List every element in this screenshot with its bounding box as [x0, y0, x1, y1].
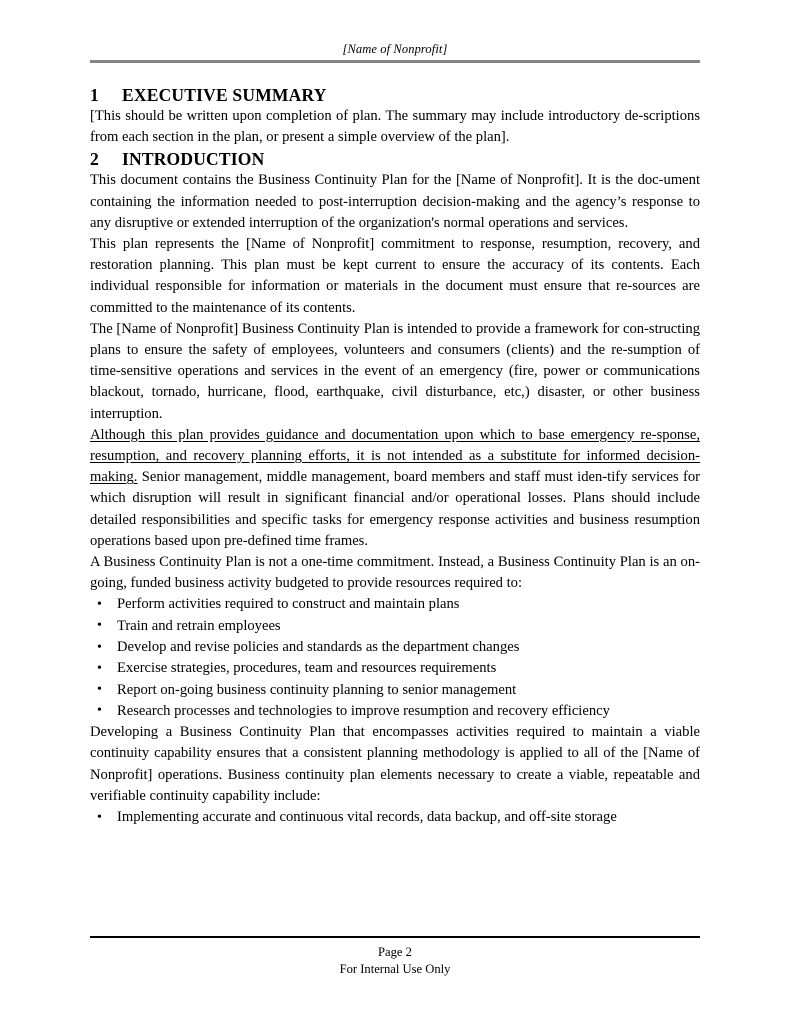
intro-paragraph-4-remainder: Senior management, middle management, board members and staff must iden-tify services for which disruption will result in significant financial and/or operational losses. Plans should include detailed responsibilities and specific tasks for emergency response activities and business resumption operations based upon pre-defined time frames.: [90, 469, 700, 549]
section-number-2: 2: [90, 149, 99, 170]
list-item: • Train and retrain employees: [90, 616, 700, 637]
intro-paragraph-1: This document contains the Business Continuity Plan for the [Name of Nonprofit]. It is the doc-ument containing the information needed to post-interruption decision-making and the agency’s response to any disruptive or extended interruption of the organization's normal operations and services.: [90, 172, 700, 231]
page-header: [90, 42, 700, 63]
intro-paragraph-5: A Business Continuity Plan is not a one-time commitment. Instead, a Business Continuity Plan is an on-going, funded business activity budgeted to provide resources required to:: [90, 554, 700, 592]
section-title-2: INTRODUCTION: [122, 149, 265, 170]
intro-paragraph-3: The [Name of Nonprofit] Business Continuity Plan is intended to provide a framework for con-structing plans to ensure the safety of employees, volunteers and consumers (clients) and the re-sumption of time-sensitive operations and services in the event of an emergency (fire, power or communications blackout, tornado, hurricane, flood, earthquake, civil disturbance, etc,) disaster, or other business interruption.: [90, 320, 700, 422]
confidentiality-notice: For Internal Use Only: [339, 961, 451, 976]
list-item: • Implementing accurate and continuous vital records, data backup, and off-site storage: [90, 807, 700, 828]
section-title-1: EXECUTIVE SUMMARY: [122, 85, 327, 105]
page-footer: [90, 936, 700, 977]
section-heading-2: [90, 148, 700, 170]
header-title: [Name of Nonprofit]: [342, 42, 448, 56]
list-item: • Exercise strategies, procedures, team and resources requirements: [90, 658, 700, 679]
section-heading-1: [90, 84, 700, 106]
header-divider: [90, 60, 700, 63]
document-body: [90, 84, 700, 828]
requirements-list: [90, 594, 700, 722]
intro-paragraph-4: [90, 425, 700, 552]
list-item: • Perform activities required to construct and maintain plans: [90, 594, 700, 615]
intro-paragraph-2: This plan represents the [Name of Nonprofit] commitment to response, resumption, recovery, and restoration planning. This plan must be kept current to ensure the accuracy of its contents. Each individual responsible for information or materials in the document must ensure that re-sources are committed to the maintenance of its contents.: [90, 236, 700, 316]
list-item: • Develop and revise policies and standards as the department changes: [90, 637, 700, 658]
continuity-elements-list: [90, 807, 700, 828]
list-item: • Research processes and technologies to improve resumption and recovery efficiency: [90, 701, 700, 722]
footer-divider: [90, 936, 700, 938]
intro-paragraph-4-underlined-clause: Although this plan provides guidance and documentation upon which to base emergency re-sponse, resumption, and recovery planning efforts, it is not intended as a substitute for informed decision-making.: [90, 426, 700, 486]
page-number: Page 2: [378, 945, 412, 959]
list-item: • Report on-going business continuity planning to senior management: [90, 680, 700, 701]
section-number-1: 1: [90, 85, 99, 105]
executive-summary-paragraph: [This should be written upon completion of plan. The summary may include introductory de-scriptions from each section in the plan, or present a simple overview of the plan].: [90, 108, 700, 146]
intro-paragraph-6: Developing a Business Continuity Plan that encompasses activities required to maintain a viable continuity capability ensures that a consistent planning methodology is applied to all of the [Name of Nonprofit] operations. Business continuity plan elements necessary to create a viable, repeatable and verifiable continuity capability include:: [90, 724, 700, 804]
